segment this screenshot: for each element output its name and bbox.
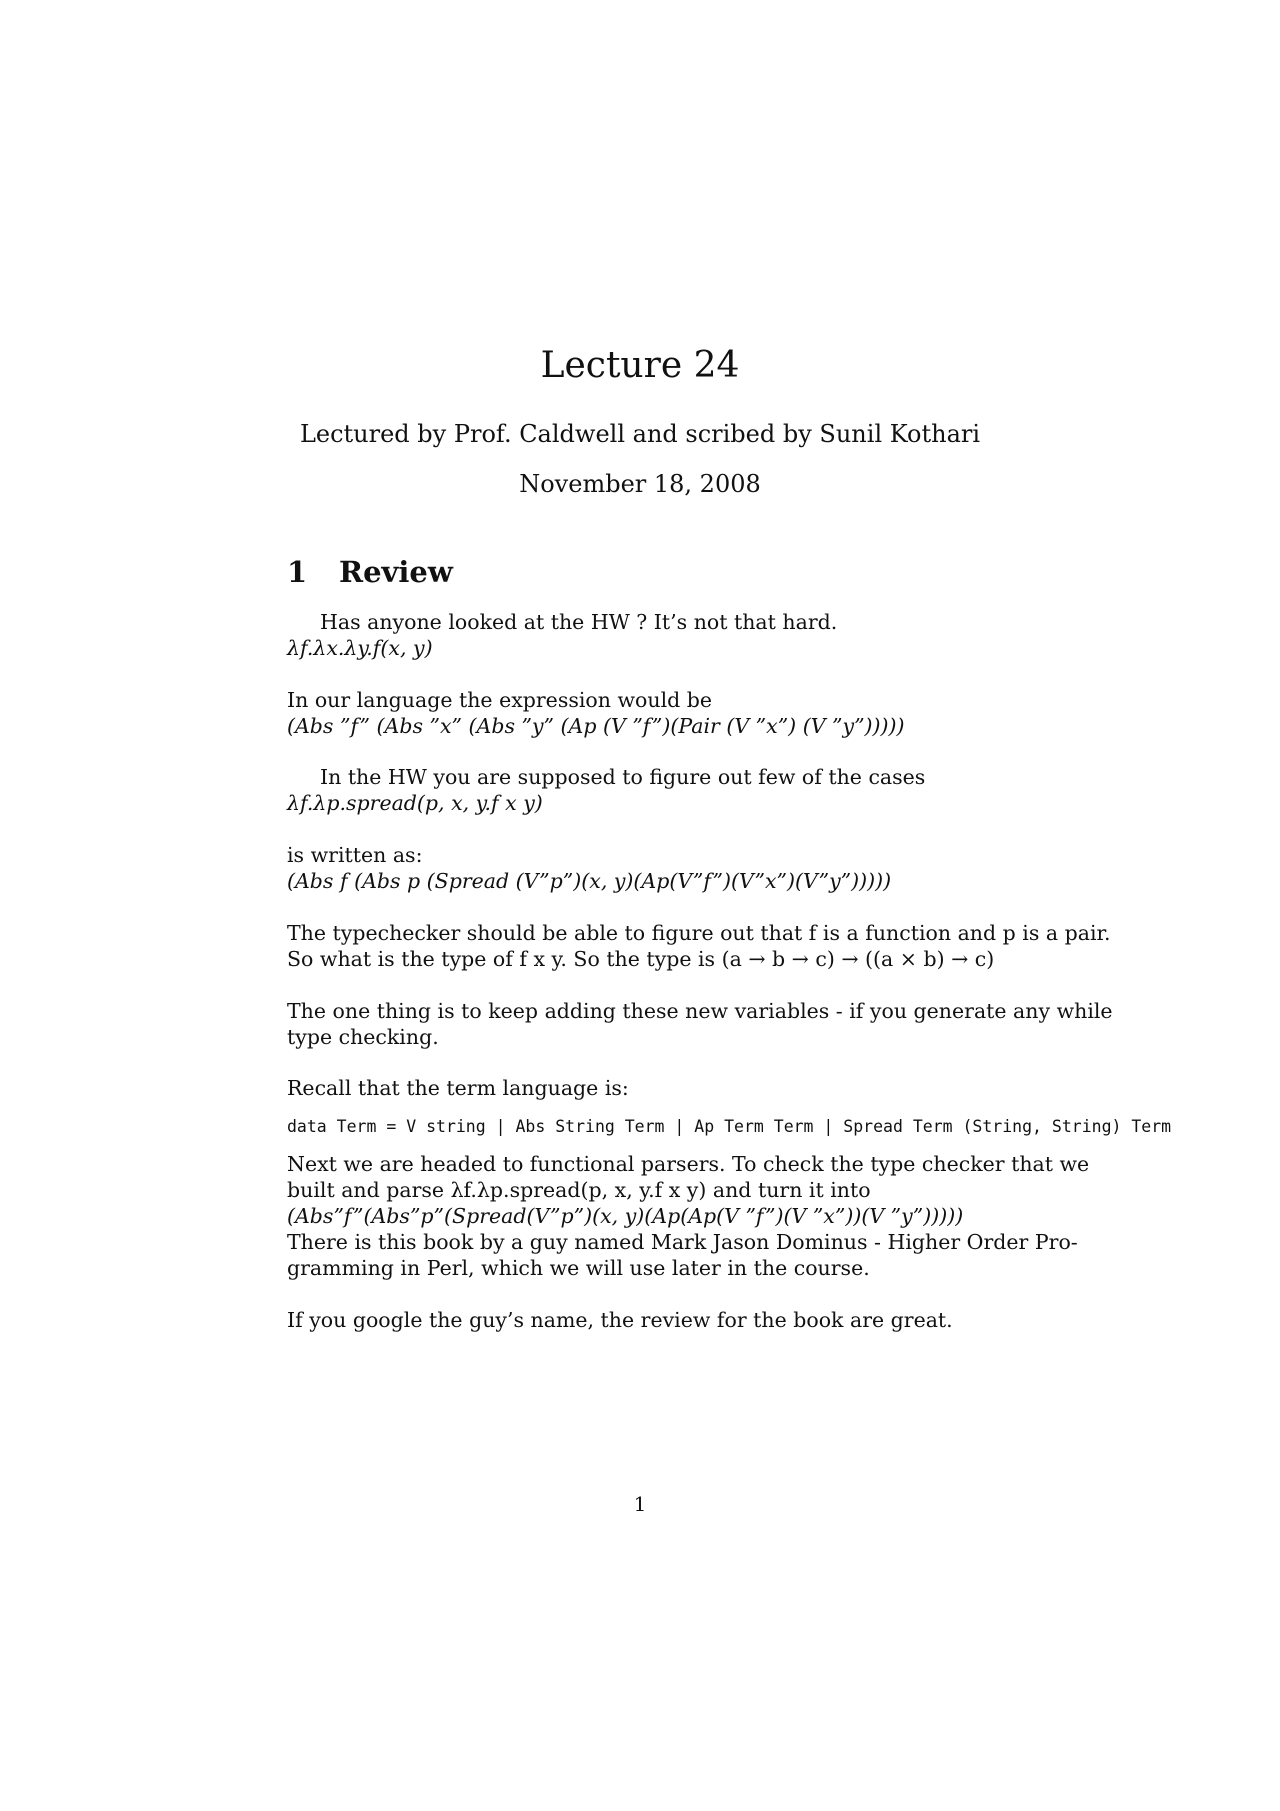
section-title: Review: [339, 555, 453, 589]
section-heading: [287, 555, 453, 589]
paragraph-hw-cases: In the HW you are supposed to figure out few of the cases: [320, 765, 926, 789]
section-number: 1: [287, 555, 308, 589]
code-term-definition: data Term = V string | Abs String Term | Ap Term Term | Spread Term (String, String) Term: [287, 1117, 1172, 1136]
math-spread-abs: (Abs f (Abs p (Spread (V”p”)(x, y)(Ap(V”f”)(V”x”)(V”y”))))): [287, 869, 892, 893]
paragraph-google-review: If you google the guy’s name, the review for the book are great.: [287, 1308, 953, 1332]
paragraph-built-and-parse: built and parse λf.λp.spread(p, x, y.f x y) and turn it into: [287, 1178, 871, 1202]
math-spread-lambda: λf.λp.spread(p, x, y.f x y): [287, 791, 543, 815]
math-abs-expression: (Abs ”f” (Abs ”x” (Abs ”y” (Ap (V ”f”)(Pair (V ”x”) (V ”y”))))): [287, 714, 905, 738]
paragraph-hw-question: Has anyone looked at the HW ? It’s not that hard.: [320, 610, 838, 634]
lecture-date: November 18, 2008: [519, 470, 761, 498]
page-number: 1: [633, 1492, 647, 1516]
paragraph-typechecker: The typechecker should be able to figure out that f is a function and p is a pair.: [287, 921, 1111, 945]
page-title: Lecture 24: [540, 345, 740, 386]
paragraph-new-variables: The one thing is to keep adding these new variables - if you generate any while: [287, 999, 1113, 1023]
paragraph-language-expression: In our language the expression would be: [287, 688, 713, 712]
paragraph-functional-parsers: Next we are headed to functional parsers. To check the type checker that we: [287, 1152, 1090, 1176]
math-lambda-expression: λf.λx.λy.f(x, y): [287, 636, 433, 660]
paragraph-type-result: So what is the type of f x y. So the type is (a → b → c) → ((a × b) → c): [287, 947, 995, 971]
paragraph-perl-course: gramming in Perl, which we will use later in the course.: [287, 1256, 870, 1280]
math-parsed-term: (Abs”f”(Abs”p”(Spread(V”p”)(x, y)(Ap(Ap(V ”f”)(V ”x”))(V ”y”))))): [287, 1204, 964, 1228]
paragraph-book-mention: There is this book by a guy named Mark Jason Dominus - Higher Order Pro-: [287, 1230, 1078, 1254]
author-byline: Lectured by Prof. Caldwell and scribed by Sunil Kothari: [299, 420, 981, 448]
paragraph-written-as: is written as:: [287, 843, 423, 867]
paragraph-term-language: Recall that the term language is:: [287, 1076, 629, 1100]
paragraph-type-checking: type checking.: [287, 1025, 439, 1049]
